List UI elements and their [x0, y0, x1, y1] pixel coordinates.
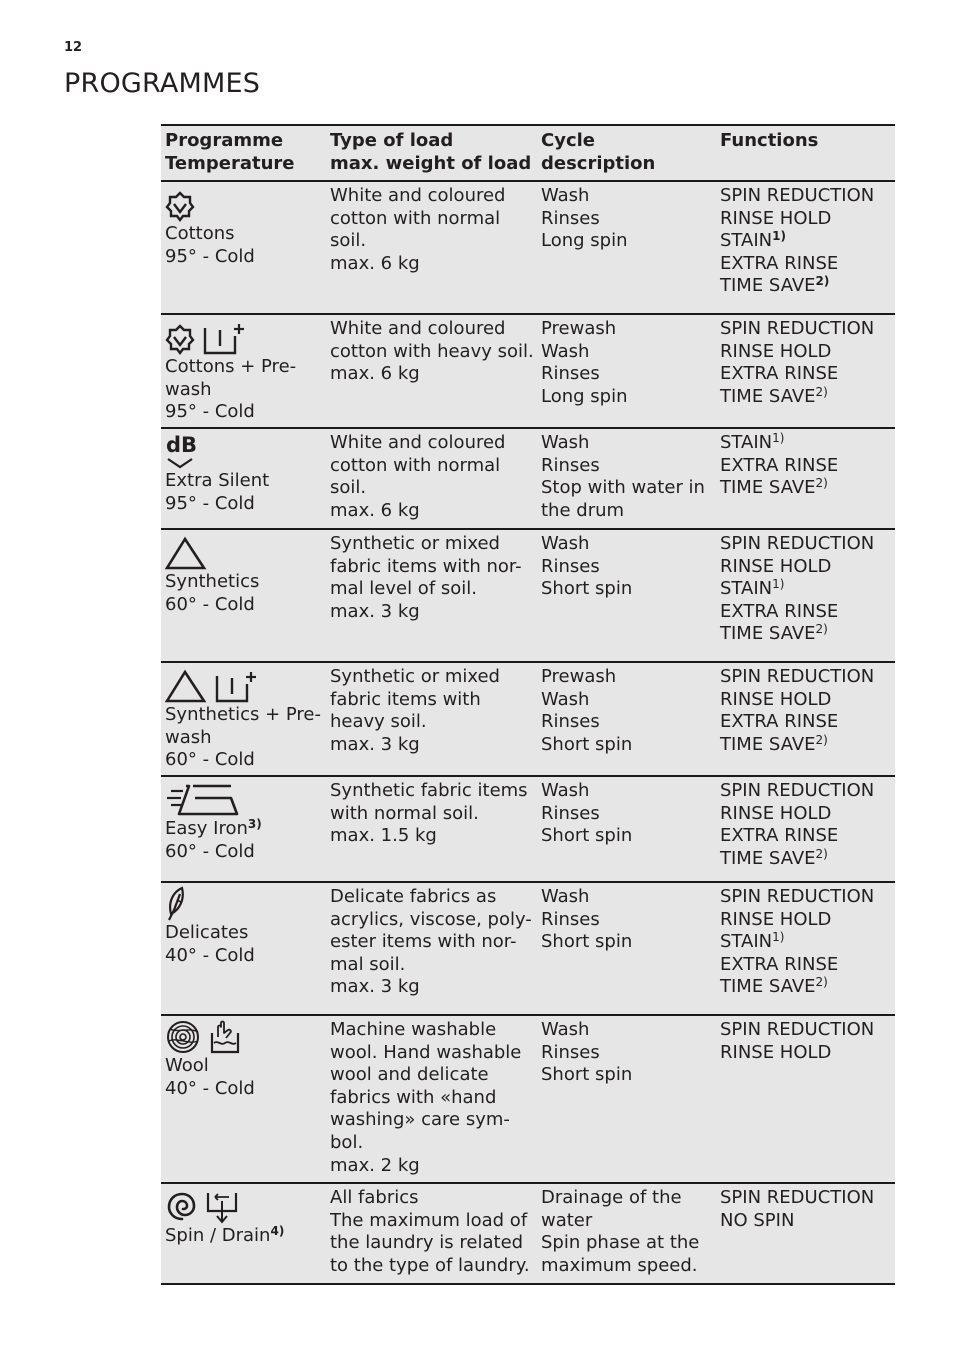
programme-cell: [161, 429, 326, 528]
programme-name: wash: [165, 726, 212, 748]
cotton-icon: [165, 189, 195, 223]
cycle-cell: [537, 315, 716, 427]
function-item: [720, 931, 891, 954]
header-text: max. weight of load: [330, 152, 532, 174]
programme-icons: [165, 780, 322, 818]
cycle-cell: [537, 182, 716, 313]
header-text: Functions: [720, 130, 819, 151]
load-text: max. 2 kg: [330, 1154, 420, 1176]
load-text: White and coloured: [330, 432, 506, 453]
load-text: The maximum load of: [330, 1209, 528, 1231]
footnote-marker: 2): [815, 732, 828, 747]
function-text: TIME SAVE: [720, 623, 816, 645]
function-text: SPIN REDUCTION: [720, 666, 875, 687]
cycle-text: Prewash: [541, 666, 617, 687]
cycle-text: Stop with water in: [541, 477, 705, 499]
functions-cell: [716, 1016, 895, 1182]
synthetics-icon: [165, 668, 207, 704]
cycle-text: the drum: [541, 499, 625, 521]
load-text: fabric items with nor-: [330, 555, 522, 577]
load-text: ester items with nor-: [330, 931, 517, 953]
programme-cell: [161, 663, 326, 775]
load-text: heavy soil.: [330, 711, 427, 733]
programme-temperature: 40° - Cold: [165, 944, 255, 966]
cycle-text: Rinses: [541, 454, 600, 476]
load-text: bol.: [330, 1131, 364, 1153]
programme-temperature: 95° - Cold: [165, 401, 255, 423]
cycle-text: Wash: [541, 780, 590, 801]
load-text: mal level of soil.: [330, 578, 477, 600]
programme-name: Wool: [165, 1055, 209, 1076]
cycle-text: Wash: [541, 185, 590, 206]
function-text: TIME SAVE: [720, 385, 816, 407]
programme-name: Synthetics: [165, 571, 260, 592]
load-text: fabrics with «hand: [330, 1086, 497, 1108]
header-text: Type of load: [330, 130, 454, 151]
programme-icons: [165, 886, 322, 922]
footnote-marker: 2): [815, 274, 830, 289]
functions-cell: [716, 429, 895, 528]
cycle-text: Rinses: [541, 555, 600, 577]
function-item: [720, 432, 891, 455]
load-text: max. 3 kg: [330, 733, 420, 755]
programme-temperature: 60° - Cold: [165, 749, 255, 771]
footnote-marker: 2): [815, 476, 828, 491]
load-text: White and coloured: [330, 318, 506, 339]
cycle-cell: [537, 883, 716, 1014]
cycle-cell: [537, 1184, 716, 1283]
programme-temperature: 95° - Cold: [165, 492, 255, 514]
functions-cell: [716, 182, 895, 313]
function-text: TIME SAVE: [720, 275, 816, 297]
footnote-marker: 1): [772, 229, 786, 244]
function-text: SPIN REDUCTION: [720, 1019, 875, 1040]
function-text: EXTRA RINSE: [720, 363, 839, 385]
functions-cell: [716, 663, 895, 775]
load-text: Synthetic or mixed: [330, 666, 500, 687]
programme-name: Spin / Drain: [165, 1225, 271, 1246]
hand-wash-icon: [209, 1019, 241, 1055]
cycle-text: Rinses: [541, 207, 600, 229]
function-text: STAIN: [720, 432, 773, 453]
function-text: RINSE HOLD: [720, 340, 832, 362]
load-text: soil.: [330, 230, 367, 252]
load-text: fabric items with: [330, 688, 481, 710]
function-text: STAIN: [720, 230, 773, 252]
function-item: [720, 477, 891, 500]
load-text: max. 6 kg: [330, 363, 420, 385]
load-text: acrylics, viscose, poly-: [330, 908, 532, 930]
load-text: to the type of laundry.: [330, 1254, 530, 1276]
load-text: mal soil.: [330, 953, 406, 975]
load-cell: [326, 883, 537, 1014]
table-row: [161, 530, 895, 663]
footnote-marker: 4): [270, 1224, 285, 1238]
function-text: STAIN: [720, 931, 773, 953]
load-text: Synthetic fabric items: [330, 780, 528, 801]
programme-icons: [165, 666, 322, 704]
table-row: [161, 429, 895, 530]
load-text: Synthetic or mixed: [330, 533, 500, 554]
load-text: the laundry is related: [330, 1232, 524, 1254]
function-text: SPIN REDUCTION: [720, 1187, 875, 1208]
load-text: Delicate fabrics as: [330, 886, 497, 907]
cycle-text: Wash: [541, 886, 590, 907]
cycle-text: Spin phase at the: [541, 1232, 700, 1254]
load-cell: [326, 777, 537, 881]
load-text: All fabrics: [330, 1187, 419, 1208]
delicates-feather-icon: [165, 886, 189, 922]
prewash-icon: [213, 670, 257, 704]
function-text: RINSE HOLD: [720, 908, 832, 930]
function-item: [720, 623, 891, 646]
programme-name: Cottons: [165, 223, 235, 244]
load-text: soil.: [330, 477, 367, 499]
function-text: RINSE HOLD: [720, 555, 832, 577]
function-text: TIME SAVE: [720, 477, 816, 499]
wool-icon: [165, 1019, 203, 1055]
programme-cell: [161, 315, 326, 427]
function-text: NO SPIN: [720, 1209, 795, 1231]
functions-cell: [716, 883, 895, 1014]
function-text: TIME SAVE: [720, 976, 816, 998]
load-text: cotton with normal: [330, 454, 501, 476]
header-text: Programme: [165, 130, 284, 151]
function-item: [720, 275, 891, 298]
function-item: [720, 734, 891, 757]
function-text: TIME SAVE: [720, 847, 816, 869]
footnote-marker: 2): [815, 384, 828, 399]
load-cell: [326, 429, 537, 528]
cycle-cell: [537, 1016, 716, 1182]
cycle-text: Long spin: [541, 385, 628, 407]
function-text: STAIN: [720, 578, 773, 600]
cycle-text: Wash: [541, 533, 590, 554]
load-text: max. 6 kg: [330, 499, 420, 521]
function-item: [720, 848, 891, 871]
table-row: [161, 1184, 895, 1285]
cycle-text: Short spin: [541, 1064, 633, 1086]
programme-name: Delicates: [165, 922, 249, 943]
function-item: [720, 386, 891, 409]
page-number: 12: [64, 40, 83, 55]
cotton-icon: [165, 322, 195, 356]
cycle-text: Wash: [541, 432, 590, 453]
header-text: description: [541, 152, 656, 174]
function-text: EXTRA RINSE: [720, 600, 839, 622]
table-row: [161, 315, 895, 429]
programme-name-item: [165, 818, 322, 841]
programme-name: Synthetics + Pre-: [165, 704, 321, 725]
load-text: cotton with normal: [330, 207, 501, 229]
footnote-marker: 1): [772, 431, 785, 445]
function-text: RINSE HOLD: [720, 207, 832, 229]
programme-cell: [161, 883, 326, 1014]
cycle-text: Short spin: [541, 825, 633, 847]
load-text: max. 3 kg: [330, 976, 420, 998]
function-text: EXTRA RINSE: [720, 252, 839, 274]
function-text: EXTRA RINSE: [720, 825, 839, 847]
programme-icons: [165, 1187, 322, 1225]
header-programme: [161, 126, 326, 180]
footnote-marker: 1): [772, 930, 785, 945]
load-cell: [326, 315, 537, 427]
footnote-marker: 1): [772, 577, 785, 592]
header-cycle: [537, 126, 716, 180]
programme-name: wash: [165, 378, 212, 400]
programmes-table: [161, 124, 895, 1285]
load-text: max. 3 kg: [330, 600, 420, 622]
functions-cell: [716, 1184, 895, 1283]
extra-silent-db-icon: [165, 432, 199, 470]
functions-cell: [716, 530, 895, 661]
programme-icons: [165, 318, 322, 356]
cycle-cell: [537, 429, 716, 528]
function-text: EXTRA RINSE: [720, 454, 839, 476]
programme-name: Cottons + Pre-: [165, 356, 297, 377]
function-text: SPIN REDUCTION: [720, 533, 875, 554]
load-text: wool. Hand washable: [330, 1041, 522, 1063]
programme-temperature: 60° - Cold: [165, 840, 255, 862]
programme-cell: [161, 182, 326, 313]
function-text: SPIN REDUCTION: [720, 780, 875, 801]
programme-icons: [165, 1019, 322, 1055]
programme-name-item: [165, 1225, 322, 1248]
programme-cell: [161, 1016, 326, 1182]
programme-name: Extra Silent: [165, 470, 270, 491]
function-item: [720, 976, 891, 999]
function-text: TIME SAVE: [720, 733, 816, 755]
programme-icons: [165, 533, 322, 571]
cycle-text: Wash: [541, 688, 590, 710]
cycle-text: Rinses: [541, 802, 600, 824]
synthetics-icon: [165, 535, 207, 571]
function-text: EXTRA RINSE: [720, 711, 839, 733]
load-text: cotton with heavy soil.: [330, 340, 534, 362]
footnote-marker: 2): [815, 622, 828, 637]
cycle-cell: [537, 530, 716, 661]
function-text: SPIN REDUCTION: [720, 185, 875, 206]
functions-cell: [716, 315, 895, 427]
programme-cell: [161, 530, 326, 661]
cycle-text: Rinses: [541, 363, 600, 385]
header-text: Temperature: [165, 152, 295, 174]
page-title: PROGRAMMES: [64, 68, 261, 99]
function-text: RINSE HOLD: [720, 688, 832, 710]
function-text: SPIN REDUCTION: [720, 886, 875, 907]
easy-iron-icon: [165, 782, 241, 818]
cycle-cell: [537, 663, 716, 775]
cycle-text: Short spin: [541, 733, 633, 755]
cycle-text: Short spin: [541, 578, 633, 600]
function-item: [720, 578, 891, 601]
programme-icons: [165, 185, 322, 223]
table-row: [161, 182, 895, 315]
function-text: RINSE HOLD: [720, 802, 832, 824]
cycle-text: Rinses: [541, 1041, 600, 1063]
cycle-text: Wash: [541, 1019, 590, 1040]
programme-temperature: 95° - Cold: [165, 245, 255, 267]
load-cell: [326, 1184, 537, 1283]
table-row: [161, 663, 895, 777]
cycle-text: Drainage of the: [541, 1187, 682, 1208]
load-text: wool and delicate: [330, 1064, 489, 1086]
cycle-cell: [537, 777, 716, 881]
programme-cell: [161, 777, 326, 881]
svg-text:dB: dB: [166, 433, 198, 457]
load-text: Machine washable: [330, 1019, 497, 1040]
function-text: RINSE HOLD: [720, 1041, 832, 1063]
prewash-icon: [201, 322, 245, 356]
cycle-text: Rinses: [541, 711, 600, 733]
load-text: max. 1.5 kg: [330, 825, 437, 847]
table-row: [161, 777, 895, 883]
function-text: SPIN REDUCTION: [720, 318, 875, 339]
header-functions: [716, 126, 895, 180]
programme-name: Easy Iron: [165, 818, 248, 839]
programme-temperature: 40° - Cold: [165, 1077, 255, 1099]
footnote-marker: 3): [247, 817, 262, 831]
programme-cell: [161, 1184, 326, 1283]
footnote-marker: 2): [815, 846, 828, 861]
header-text: Cycle: [541, 130, 595, 151]
load-text: White and coloured: [330, 185, 506, 206]
load-text: with normal soil.: [330, 802, 479, 824]
cycle-text: water: [541, 1209, 593, 1231]
cycle-text: maximum speed.: [541, 1254, 698, 1276]
programme-temperature: 60° - Cold: [165, 593, 255, 615]
header-load: [326, 126, 537, 180]
load-cell: [326, 530, 537, 661]
cycle-text: Rinses: [541, 908, 600, 930]
function-text: EXTRA RINSE: [720, 953, 839, 975]
footnote-marker: 2): [815, 975, 828, 990]
cycle-text: Long spin: [541, 230, 628, 252]
load-cell: [326, 182, 537, 313]
function-item: [720, 230, 891, 253]
spin-icon: [165, 1189, 199, 1225]
programme-icons: [165, 432, 322, 470]
cycle-text: Short spin: [541, 931, 633, 953]
cycle-text: Wash: [541, 340, 590, 362]
drain-icon: [205, 1187, 239, 1225]
functions-cell: [716, 777, 895, 881]
cycle-text: Prewash: [541, 318, 617, 339]
table-row: [161, 883, 895, 1016]
table-header-row: [161, 126, 895, 182]
load-cell: [326, 663, 537, 775]
table-row: [161, 1016, 895, 1184]
load-text: max. 6 kg: [330, 252, 420, 274]
load-text: washing» care sym-: [330, 1109, 510, 1131]
load-cell: [326, 1016, 537, 1182]
